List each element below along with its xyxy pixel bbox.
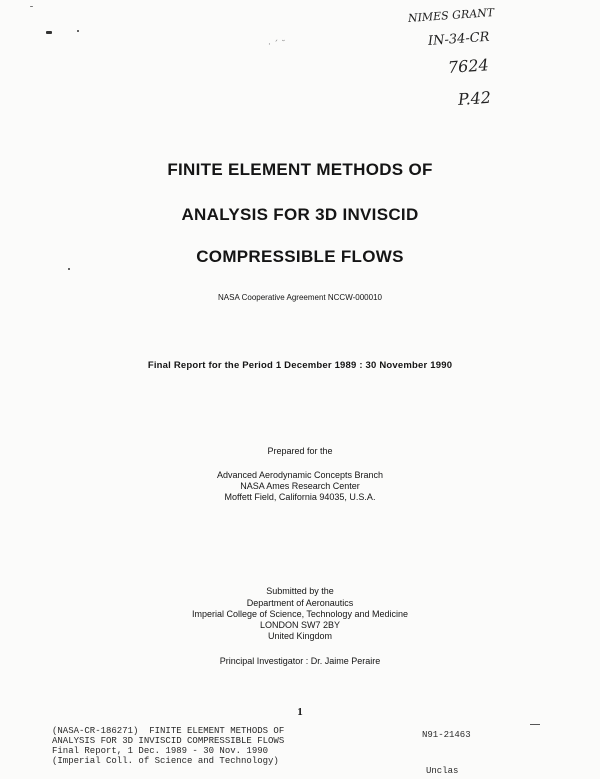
scan-speck bbox=[46, 31, 52, 34]
report-period: Final Report for the Period 1 December 1989 : 30 November 1990 bbox=[147, 360, 453, 371]
prepared-label: Prepared for the bbox=[267, 446, 333, 456]
scan-speck bbox=[77, 30, 79, 32]
catalog-line: ANALYSIS FOR 3D INVISCID COMPRESSIBLE FLOWS bbox=[52, 736, 285, 746]
catalog-line: (Imperial Coll. of Science and Technology) bbox=[52, 756, 279, 766]
prepared-line: Moffett Field, California 94035, U.S.A. bbox=[224, 492, 376, 502]
catalog-entry bbox=[52, 726, 284, 766]
page-number: 1 bbox=[297, 706, 303, 718]
submitted-line: LONDON SW7 2BY bbox=[259, 620, 341, 630]
catalog-line: (NASA-CR-186271) FINITE ELEMENT METHODS OF bbox=[52, 726, 285, 736]
principal-investigator: Principal Investigator : Dr. Jaime Peraire bbox=[219, 656, 381, 666]
stray-mark: · ´ ˘ bbox=[268, 40, 286, 50]
handwritten-note-pages: P.42 bbox=[457, 87, 492, 109]
handwritten-note-category: IN-34-CR bbox=[427, 29, 490, 49]
prepared-line: NASA Ames Research Center bbox=[240, 481, 360, 491]
submitted-line: Department of Aeronautics bbox=[246, 598, 354, 608]
scan-speck bbox=[68, 268, 70, 270]
catalog-line: Final Report, 1 Dec. 1989 - 30 Nov. 1990 bbox=[52, 746, 269, 756]
submitted-by-block bbox=[0, 598, 600, 642]
title-line-1: FINITE ELEMENT METHODS OF bbox=[167, 160, 433, 179]
catalog-accession-number: N91-21463 bbox=[422, 730, 471, 740]
handwritten-note-number: 7624 bbox=[447, 55, 490, 77]
prepared-for-block bbox=[0, 470, 600, 503]
scan-dash-mark bbox=[530, 724, 540, 725]
title-line-2: ANALYSIS FOR 3D INVISCID bbox=[181, 205, 419, 224]
submitted-line: United Kingdom bbox=[267, 631, 333, 641]
catalog-status: Unclas bbox=[426, 766, 459, 776]
prepared-line: Advanced Aerodynamic Concepts Branch bbox=[216, 470, 384, 480]
agreement-number: NASA Cooperative Agreement NCCW-000010 bbox=[218, 293, 382, 302]
scan-speck bbox=[30, 6, 33, 7]
handwritten-note-grant: NIMES GRANT bbox=[407, 5, 495, 25]
submitted-line: Imperial College of Science, Technology and Medicine bbox=[192, 609, 408, 619]
title-line-3: COMPRESSIBLE FLOWS bbox=[196, 247, 404, 266]
submitted-label: Submitted by the bbox=[266, 586, 334, 596]
